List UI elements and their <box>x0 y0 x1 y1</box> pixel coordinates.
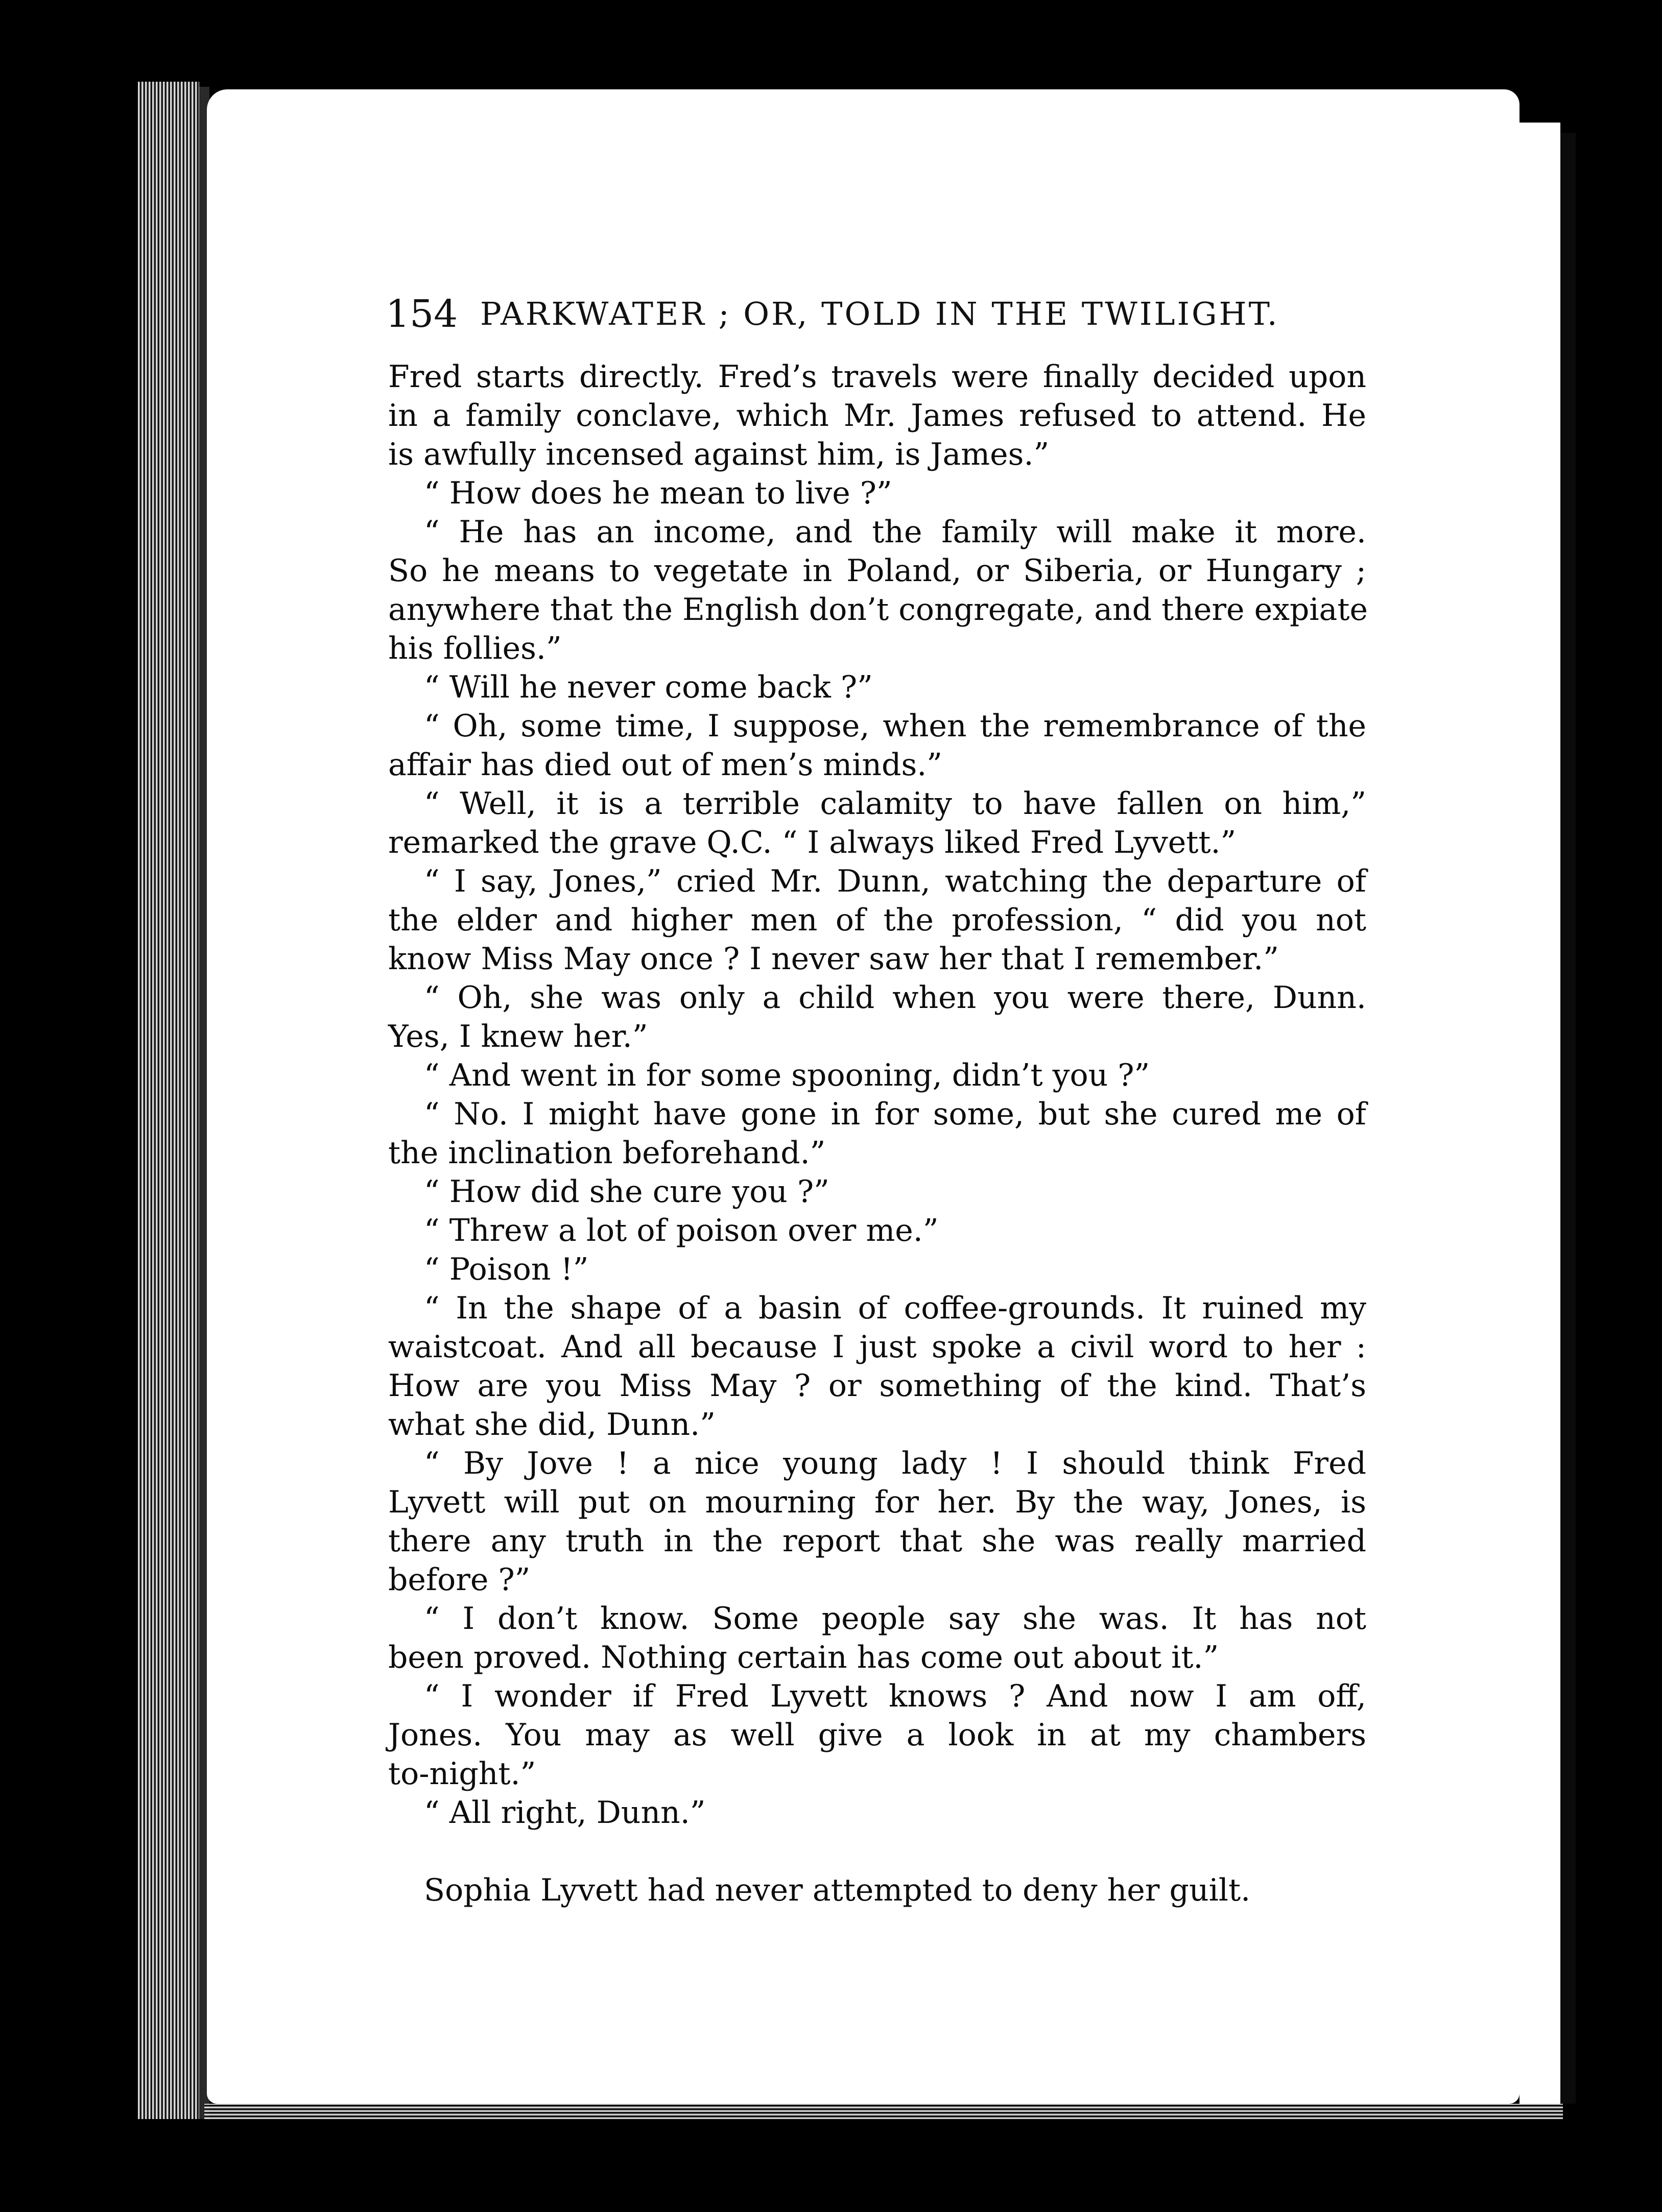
page-edges-bottom <box>204 2104 1563 2119</box>
text-line: “ He has an income, and the family will make it more. <box>424 514 1366 550</box>
text-line: “ I don’t know. Some people say she was. It has not <box>424 1601 1366 1637</box>
text-line: “ I wonder if Fred Lyvett knows ? And now I am off, <box>424 1678 1366 1714</box>
text-line: Yes, I knew her.” <box>388 1019 648 1054</box>
text-line: Jones. You may as well give a look in at my chambers <box>388 1717 1366 1753</box>
page-number: 154 <box>386 292 458 336</box>
right-leaf-edge <box>1519 123 1560 2104</box>
page-header <box>386 286 1366 342</box>
text-line: the elder and higher men of the profession, “ did you not <box>388 902 1366 938</box>
text-line: “ How did she cure you ?” <box>424 1174 829 1210</box>
page-edges-left <box>138 82 199 2119</box>
text-line: the inclination beforehand.” <box>388 1135 826 1171</box>
text-line: “ How does he mean to live ?” <box>424 475 892 511</box>
text-line: So he means to vegetate in Poland, or Siberia, or Hungary ; <box>388 553 1366 589</box>
text-line: “ No. I might have gone in for some, but she cured me of <box>424 1096 1366 1132</box>
section-break <box>388 1832 1366 1871</box>
text-line: his follies.” <box>388 631 562 666</box>
text-line: “ And went in for some spooning, didn’t you ?” <box>424 1057 1150 1093</box>
text-line: “ Well, it is a terrible calamity to have fallen on him,” <box>424 786 1366 822</box>
text-line: in a family conclave, which Mr. James refused to attend. He <box>388 398 1366 434</box>
text-line: before ?” <box>388 1562 531 1598</box>
text-line: “ By Jove ! a nice young lady ! I should think Fred <box>424 1446 1366 1481</box>
text-line: remarked the grave Q.C. “ I always liked Fred Lyvett.” <box>388 825 1237 860</box>
closing-line: Sophia Lyvett had never attempted to deny her guilt. <box>424 1872 1251 1908</box>
text-line: what she did, Dunn.” <box>388 1407 716 1442</box>
text-line: “ Oh, some time, I suppose, when the remembrance of the <box>424 708 1366 744</box>
text-line: “ I say, Jones,” cried Mr. Dunn, watching the departure of <box>424 863 1366 899</box>
running-title: PARKWATER ; OR, TOLD IN THE TWILIGHT. <box>480 295 1279 332</box>
body-text <box>388 357 1366 1910</box>
text-line: “ In the shape of a basin of coffee-grounds. It ruined my <box>424 1290 1366 1326</box>
text-line: know Miss May once ? I never saw her that I remember.” <box>388 941 1279 977</box>
text-line: “ Poison !” <box>424 1252 589 1287</box>
text-line: Lyvett will put on mourning for her. By the way, Jones, is <box>388 1484 1366 1520</box>
right-leaf-shadow <box>1560 133 1576 2104</box>
text-line: affair has died out of men’s minds.” <box>388 747 942 783</box>
text-line: How are you Miss May ? or something of the kind. That’s <box>388 1368 1366 1404</box>
text-line: waistcoat. And all because I just spoke a civil word to her : <box>388 1329 1366 1365</box>
text-line: been proved. Nothing certain has come out about it.” <box>388 1640 1219 1675</box>
text-line: is awfully incensed against him, is James.” <box>388 437 1050 472</box>
text-line: “ Threw a lot of poison over me.” <box>424 1213 939 1248</box>
text-line: there any truth in the report that she was really married <box>388 1523 1366 1559</box>
text-line: “ All right, Dunn.” <box>424 1795 706 1831</box>
text-line: “ Will he never come back ?” <box>424 669 873 705</box>
text-line: anywhere that the English don’t congregate, and there expiate <box>388 592 1368 628</box>
text-line: to-night.” <box>388 1756 536 1792</box>
text-line: “ Oh, she was only a child when you were there, Dunn. <box>424 980 1366 1016</box>
text-line: Fred starts directly. Fred’s travels were finally decided upon <box>388 359 1366 395</box>
